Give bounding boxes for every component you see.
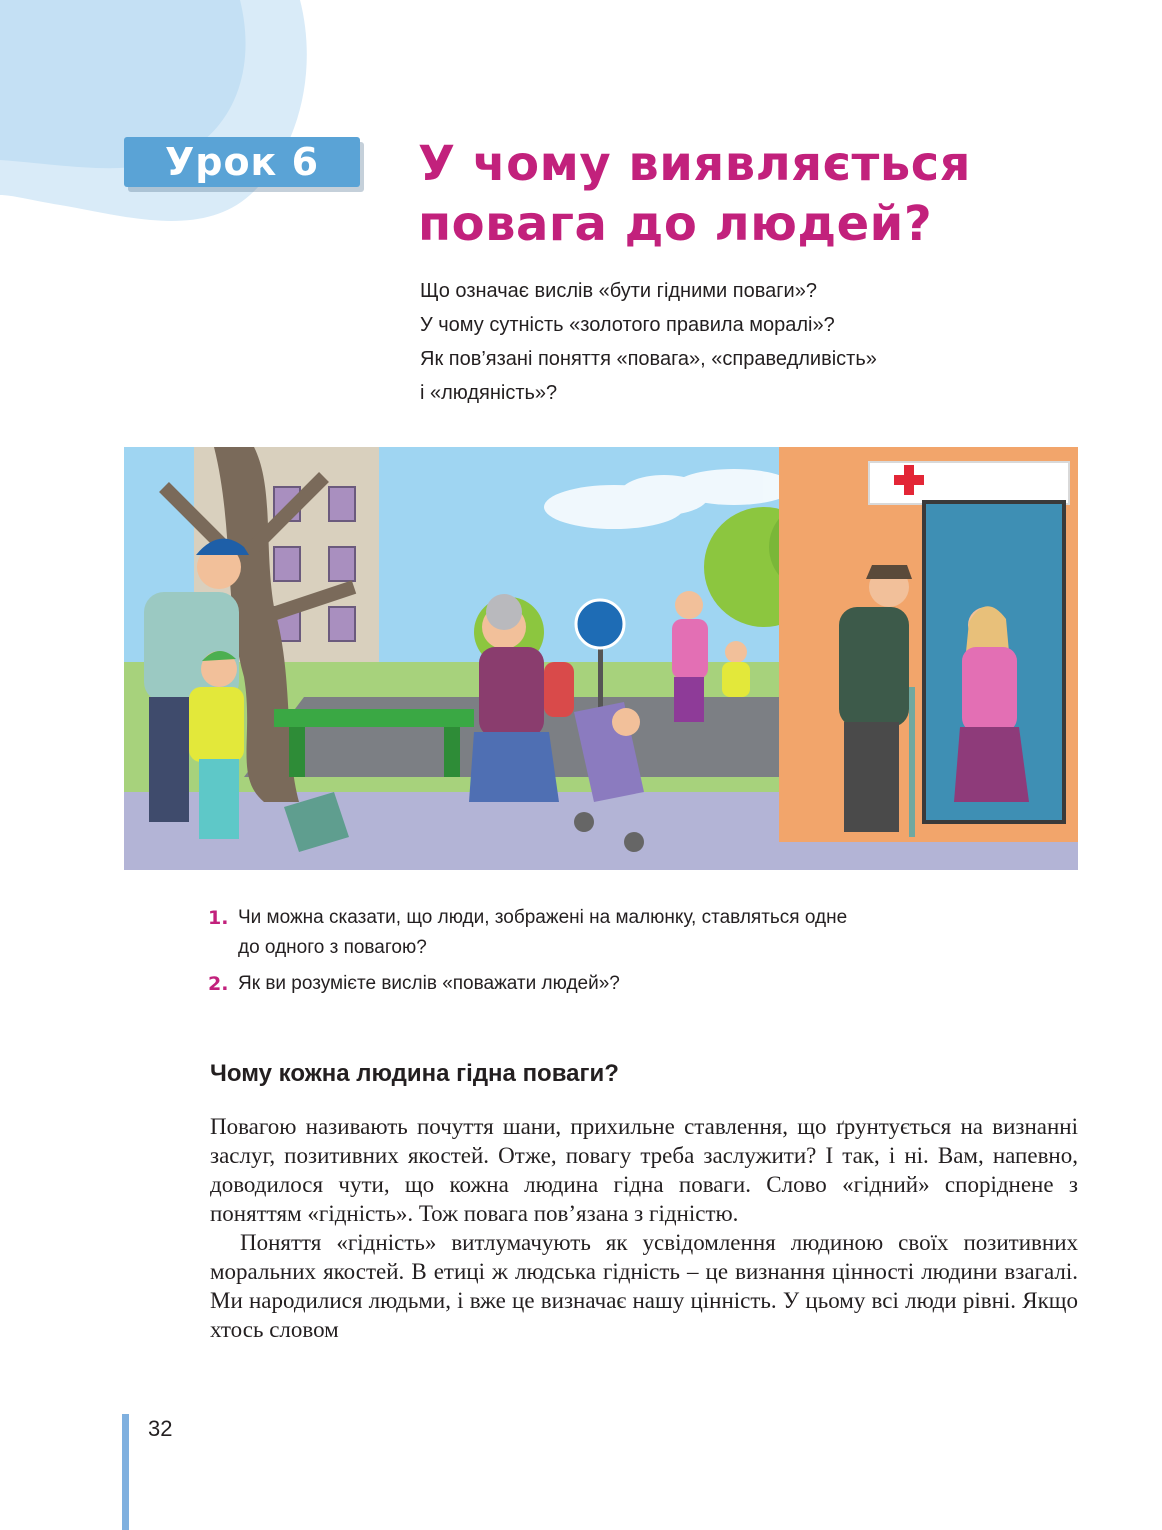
task-text-line: до одного з повагою? xyxy=(238,937,427,958)
lesson-title xyxy=(418,134,1058,254)
lesson-title-line1: У чому виявляється xyxy=(418,136,971,192)
task-number: 2. xyxy=(208,973,229,995)
body-text xyxy=(210,1112,1078,1344)
lesson-title-line2: повага до людей? xyxy=(418,196,933,252)
body-paragraph: Повагою називають почуття шани, прихильне ставлення, що ґрунтується на визнанні заслуг, позитивних якостей. Отже, повагу треба заслужити? І так, і ні. Вам, напевно, доводилося чути, що кожна людина гідна поваги. Слово «гідний» споріднене з поняттям «гідність». Тож повага пов’язана з гідністю. xyxy=(210,1114,1078,1226)
lesson-number-tag xyxy=(124,137,360,187)
task-text: Як ви розумієте вислів «поважати людей»? xyxy=(238,973,620,994)
task-item xyxy=(208,903,1008,963)
corner-decoration xyxy=(0,0,320,250)
section-heading: Чому кожна людина гідна поваги? xyxy=(210,1060,619,1087)
task-number: 1. xyxy=(208,907,229,929)
task-item xyxy=(208,969,1008,999)
body-paragraph: Поняття «гідність» витлумачують як усвідомлення людиною своїх позитивних моральних якостей. В етиці ж людська гідність – це визнання цінності людини взагалі. Ми народилися людьми, і вже це визначає нашу цінність. У цьому всі люди рівні. Якщо хтось словом xyxy=(210,1230,1078,1342)
task-list xyxy=(208,903,1008,1005)
page-side-bar xyxy=(122,1414,129,1530)
intro-question: Як пов’язані поняття «повага», «справедливість» xyxy=(420,348,877,370)
task-text xyxy=(238,903,847,963)
intro-question: У чому сутність «золотого правила моралі»? xyxy=(420,314,835,336)
task-text-line: Чи можна сказати, що люди, зображені на малюнку, ставляться одне xyxy=(238,907,848,928)
intro-question: Що означає вислів «бути гідними поваги»? xyxy=(420,280,817,302)
intro-questions xyxy=(420,274,1020,410)
page-number: 32 xyxy=(148,1416,173,1441)
intro-question: і «людяність»? xyxy=(420,382,558,404)
street-scene-illustration xyxy=(124,447,1078,870)
lesson-number: Урок 6 xyxy=(164,140,320,184)
